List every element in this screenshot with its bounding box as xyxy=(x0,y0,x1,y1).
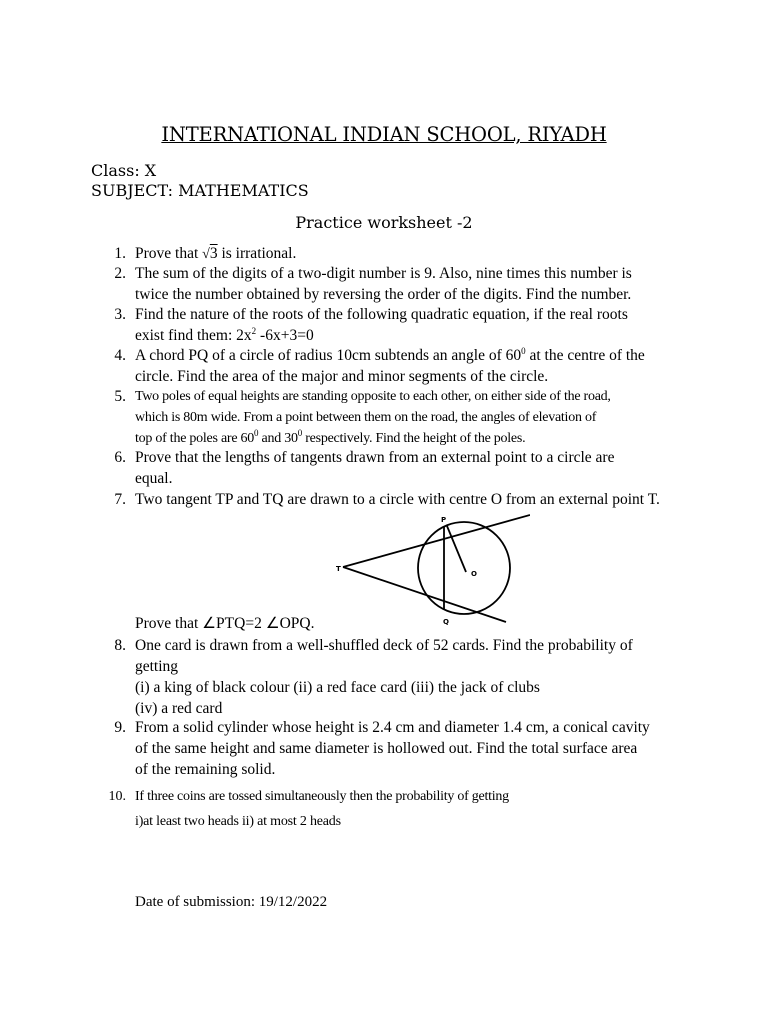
label-q: Q xyxy=(443,618,449,626)
tangent-tq-line xyxy=(343,567,506,622)
worksheet-page: INTERNATIONAL INDIAN SCHOOL, RIYADH Class: X SUBJECT: MATHEMATICS Practice worksheet -2 1. Prove that √3 is irrational. 2. The sum of the digits of a two-digit number is 9. Also, nine times this number is twice the number obtained by reversing the order of the digits. Find the number. 3. Find the nature of the roots of the following quadratic equation, if the real roots exist find them: $2x^2$ -6x+3=0 4. A chord PQ of a circle of radius 10cm subtends an angle of $60^0$ at the centre of the circle. Find the area of the major and minor segments of the circle. 5. Two poles of equal heights are standing opposite to each other, on either side of the road, which is 80m wide. From a point between them on the road, the angles of elevation of top of the poles are $60^0$ and $30^0$ respectively. Find the height of the poles. 6. Prove that the lengths of tangents drawn from an external point to a circle are equal. 7. Two tangent TP and TQ are drawn to a circle with centre O from an external point T. P T O Q Prove that ∠PTQ=2 ∠OPQ. 8. One card is drawn from a well-shuffled deck of 52 cards. Find the probability of getting (i) a king of black colour (ii) a red face card (iii) the jack of clubs (iv) a red card 9. From a solid cylinder whose height is 2.4 cm and diameter 1.4 cm, a conical cavity of the same height and same diameter is hollowed out. Find the total surface area of the remaining solid. 10. If three coins are tossed simultaneously then the probability of getting i)at least two heads ii) at most 2 heads Date of submission: 19/12/2022 xyxy=(0,0,768,1024)
label-o: O xyxy=(471,570,477,578)
question-number: 4. xyxy=(114,347,126,364)
question-10-options: i)at least two heads ii) at most 2 heads xyxy=(135,814,341,829)
label-p: P xyxy=(441,516,447,524)
label-t: T xyxy=(336,565,341,573)
question-number: 1. xyxy=(114,245,126,262)
question-number: 8. xyxy=(114,637,126,654)
question-number: 6. xyxy=(114,449,126,466)
school-title: INTERNATIONAL INDIAN SCHOOL, RIYADH xyxy=(161,123,607,146)
question-number: 9. xyxy=(114,719,126,736)
tangent-circle-figure xyxy=(330,512,530,628)
question-number: 10. xyxy=(108,789,126,804)
submission-date: Date of submission: 19/12/2022 xyxy=(135,894,328,910)
question-number: 2. xyxy=(114,265,126,282)
question-7-prove-line: Prove that ∠PTQ=2 ∠OPQ. xyxy=(135,615,315,632)
subject-line: SUBJECT: MATHEMATICS xyxy=(91,181,309,200)
question-number: 5. xyxy=(114,388,126,405)
question-number: 7. xyxy=(114,491,126,508)
worksheet-title: Practice worksheet -2 xyxy=(295,213,473,232)
sqrt-symbol: √ xyxy=(202,247,210,262)
class-line: Class: X xyxy=(91,161,157,180)
question-number: 3. xyxy=(114,306,126,323)
